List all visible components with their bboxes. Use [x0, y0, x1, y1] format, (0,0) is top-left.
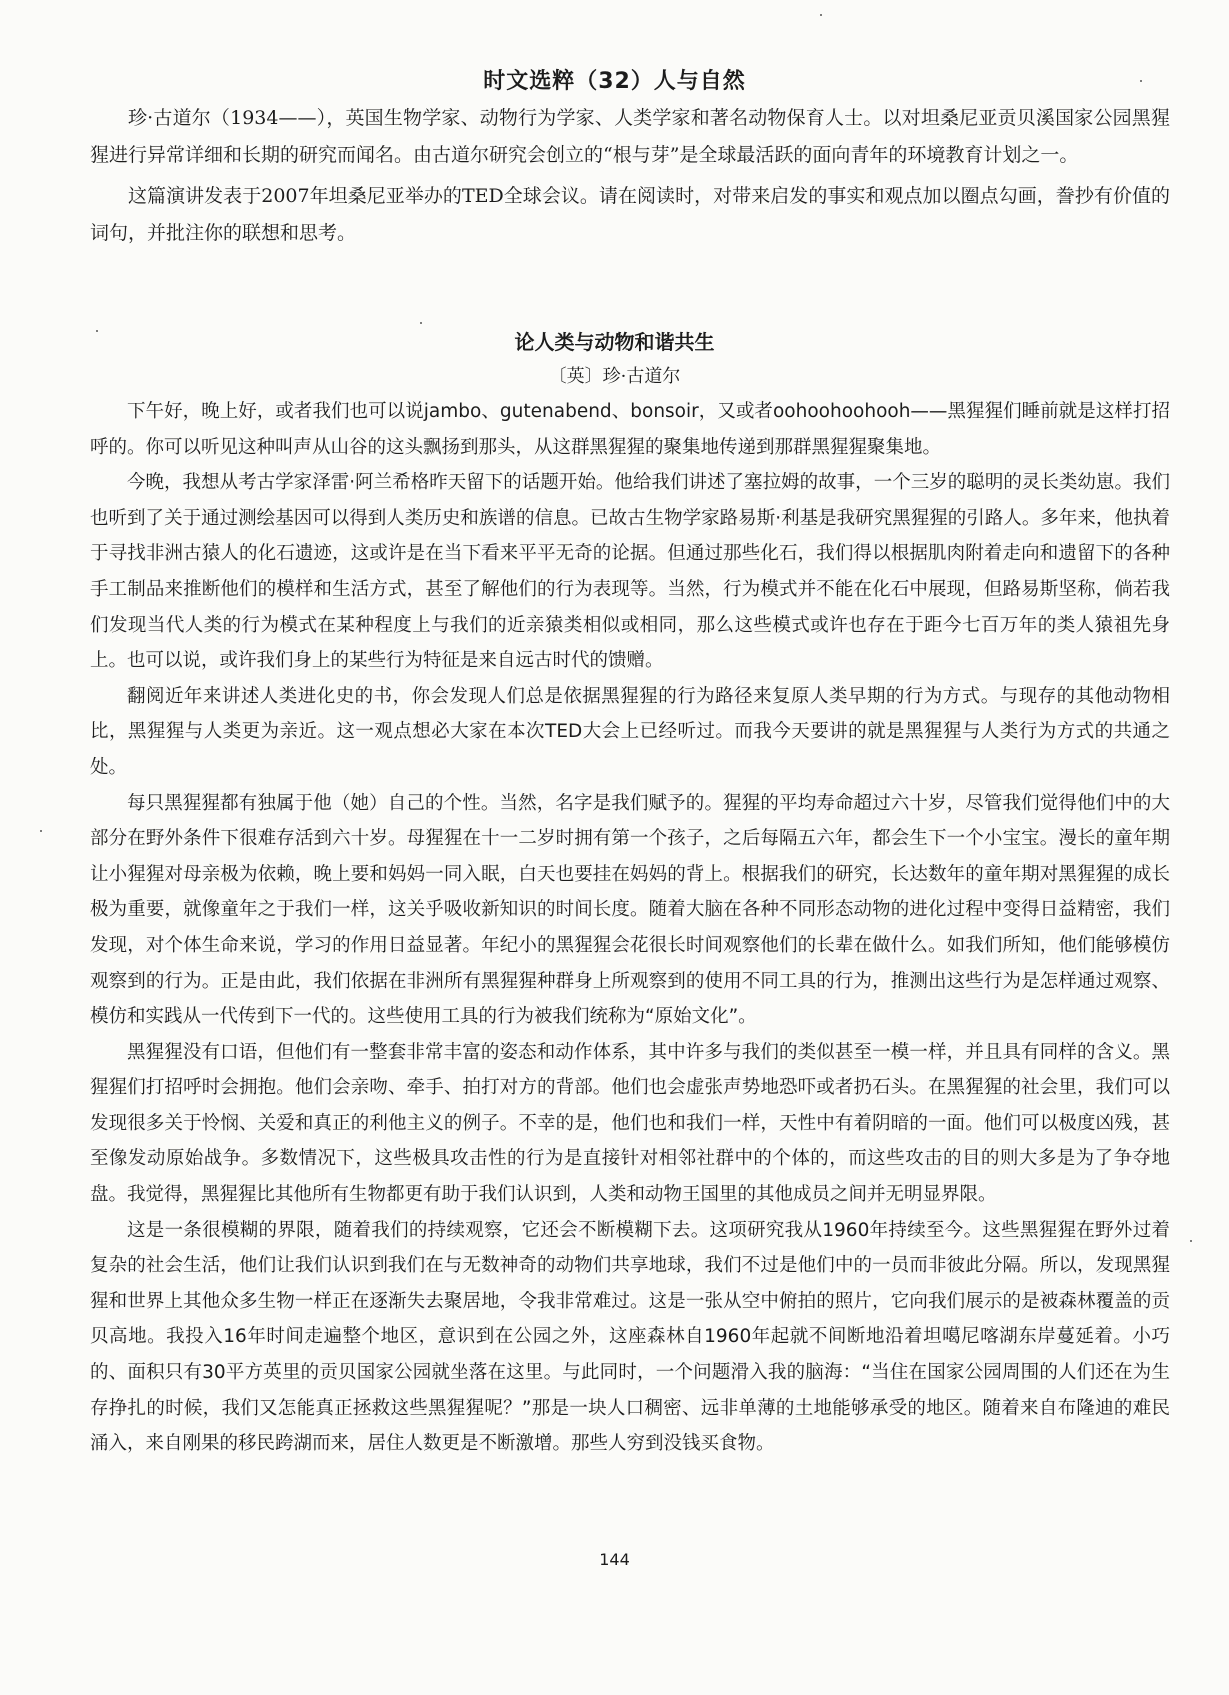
body-paragraph: 黑猩猩没有口语，但他们有一整套非常丰富的姿态和动作体系，其中许多与我们的类似甚至一模一样，并且具有同样的含义。黑猩猩们打招呼时会拥抱。他们会亲吻、牵手、拍打对方的背部。他们也会虚张声势地恐吓或者扔石头。在黑猩猩的社会里，我们可以发现很多关于怜悯、关爱和真正的利他主义的例子。不幸的是，他们也和我们一样，天性中有着阴暗的一面。他们可以极度凶残，甚至像发动原始战争。多数情况下，这些极具攻击性的行为是直接针对相邻社群中的个体的，而这些攻击的目的则大多是为了争夺地盘。我觉得，黑猩猩比其他所有生物都更有助于我们认识到，人类和动物王国里的其他成员之间并无明显界限。 [90, 1041, 1170, 1206]
scan-speck [420, 322, 422, 324]
body-paragraph: 每只黑猩猩都有独属于他（她）自己的个性。当然，名字是我们赋予的。猩猩的平均寿命超过六十岁，尽管我们觉得他们中的大部分在野外条件下很难存活到六十岁。母猩猩在十一二岁时拥有第一个孩子，之后每隔五六年，都会生下一个小宝宝。漫长的童年期让小猩猩对母亲极为依赖，晚上要和妈妈一同入眠，白天也要挂在妈妈的背上。根据我们的研究，长达数年的童年期对黑猩猩的成长极为重要，就像童年之于我们一样，这关乎吸收新知识的时间长度。随着大脑在各种不同形态动物的进化过程中变得日益精密，我们发现，对个体生命来说，学习的作用日益显著。年纪小的黑猩猩会花很长时间观察他们的长辈在做什么。如我们所知，他们能够模仿观察到的行为。正是由此，我们依据在非洲所有黑猩猩种群身上所观察到的使用不同工具的行为，推测出这些行为是怎样通过观察、模仿和实践从一代传到下一代的。这些使用工具的行为被我们统称为“原始文化”。 [90, 792, 1170, 1028]
body-paragraph: 这是一条很模糊的界限，随着我们的持续观察，它还会不断模糊下去。这项研究我从1960年持续至今。这些黑猩猩在野外过着复杂的社会生活，他们让我们认识到我们在与无数神奇的动物们共享地球，我们不过是他们中的一员而非彼此分隔。所以，发现黑猩猩和世界上其他众多生物一样正在逐渐失去聚居地，令我非常难过。这是一张从空中俯拍的照片，它向我们展示的是被森林覆盖的贡贝高地。我投入16年时间走遍整个地区，意识到在公园之外，这座森林自1960年起就不间断地沿着坦噶尼喀湖东岸蔓延着。小巧的、面积只有30平方英里的贡贝国家公园就坐落在这里。与此同时，一个问题滑入我的脑海：“当住在国家公园周围的人们还在为生存挣扎的时候，我们又怎能真正拯救这些黑猩猩呢？”那是一块人口稠密、远非单薄的土地能够承受的地区。随着来自布隆迪的难民涌入，来自刚果的移民跨湖而来，居住人数更是不断激增。那些人穷到没钱买食物。 [90, 1219, 1170, 1455]
body-paragraph: 今晚，我想从考古学家泽雷·阿兰希格昨天留下的话题开始。他给我们讲述了塞拉姆的故事，一个三岁的聪明的灵长类幼崽。我们也听到了关于通过测绘基因可以得到人类历史和族谱的信息。已故古生物学家路易斯·利基是我研究黑猩猩的引路人。多年来，他执着于寻找非洲古猿人的化石遗迹，这或许是在当下看来平平无奇的论据。但通过那些化石，我们得以根据肌肉附着走向和遗留下的各种手工制品来推断他们的模样和生活方式，甚至了解他们的行为表现等。当然，行为模式并不能在化石中展现，但路易斯坚称，倘若我们发现当代人类的行为模式在某种程度上与我们的近亲猿类相似或相同，那么这些模式或许也存在于距今七百万年的类人猿祖先身上。也可以说，或许我们身上的某些行为特征是来自远古时代的馈赠。 [90, 472, 1170, 672]
intro-paragraph: 珍·古道尔（1934——），英国生物学家、动物行为学家、人类学家和著名动物保育人士。以对坦桑尼亚贡贝溪国家公园黑猩猩进行异常详细和长期的研究而闻名。由古道尔研究会创立的“根与芽”是全球最活跃的面向青年的环境教育计划之一。 [90, 107, 1170, 166]
intro-paragraph: 这篇演讲发表于2007年坦桑尼亚举办的TED全球会议。请在阅读时，对带来启发的事实和观点加以圈点勾画，誊抄有价值的词句，并批注你的联想和思考。 [90, 185, 1170, 244]
page-title: 时文选粹（32）人与自然 [483, 69, 746, 94]
article-author: 〔英〕珍·古道尔 [548, 366, 681, 387]
article-title: 论人类与动物和谐共生 [514, 330, 715, 354]
scan-speck [820, 14, 822, 16]
body-paragraph: 翻阅近年来讲述人类进化史的书，你会发现人们总是依据黑猩猩的行为路径来复原人类早期的行为方式。与现存的其他动物相比，黑猩猩与人类更为亲近。这一观点想必大家在本次TED大会上已经听过。而我今天要讲的就是黑猩猩与人类行为方式的共通之处。 [90, 685, 1170, 778]
scan-speck [40, 830, 42, 832]
scan-speck [1190, 1240, 1192, 1242]
page-number: 144 [599, 1550, 630, 1569]
body-paragraph: 下午好，晚上好，或者我们也可以说jambo、gutenabend、bonsoir，又或者oohoohoohooh——黑猩猩们睡前就是这样打招呼的。你可以听见这种叫声从山谷的这头飘扬到那头，从这群黑猩猩的聚集地传递到那群黑猩猩聚集地。 [90, 401, 1170, 458]
article-body [90, 394, 1170, 1462]
scan-speck [96, 330, 98, 332]
scan-speck [1140, 80, 1142, 82]
intro-section [90, 100, 1170, 256]
